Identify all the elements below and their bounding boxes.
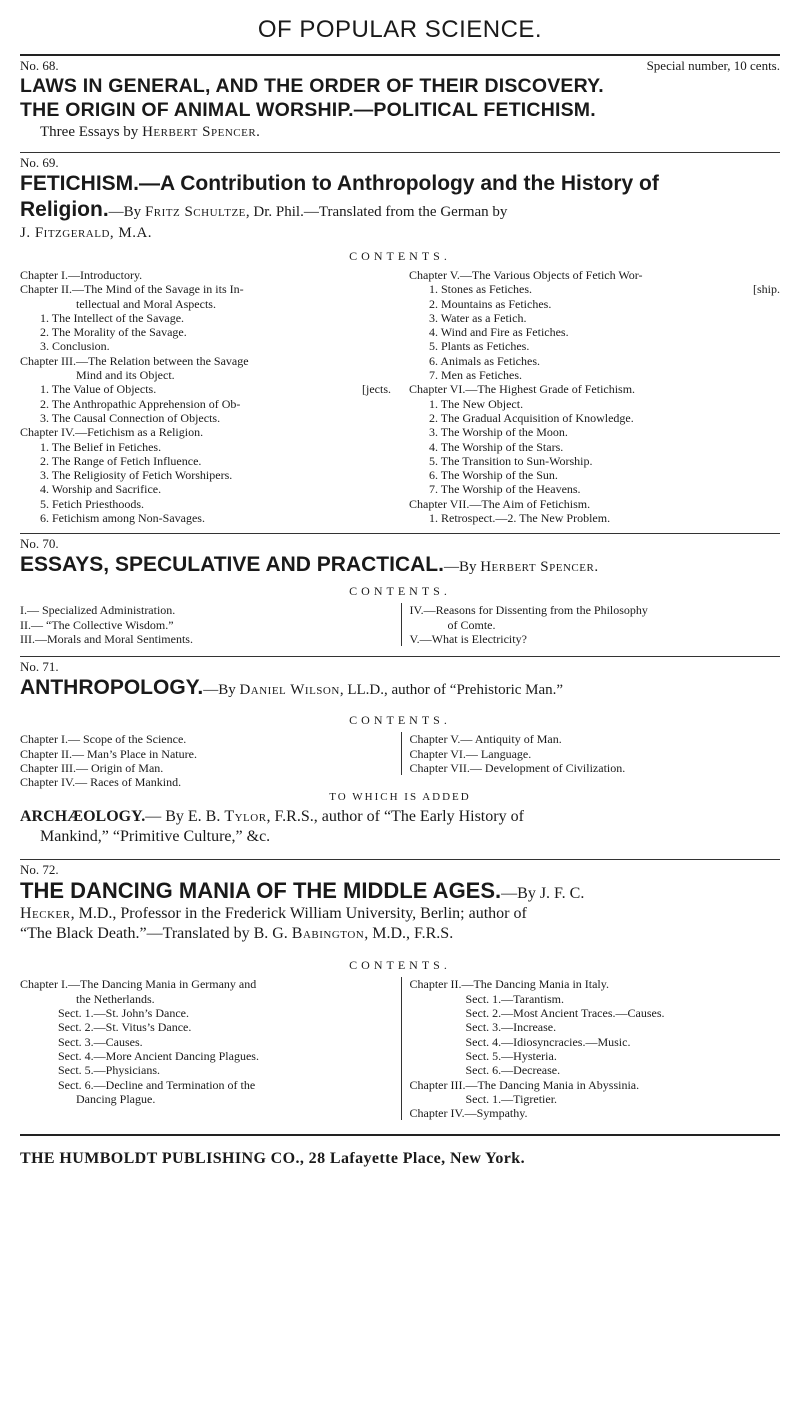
entry-title: Religion. (20, 198, 109, 221)
entry-number: No. 71. (20, 659, 59, 675)
contents-line: Sect. 2.—St. Vitus’s Dance. (58, 1020, 192, 1035)
entry-title: LAWS IN GENERAL, AND THE ORDER OF THEIR DISCOVERY. (20, 75, 604, 97)
contents-line: Sect. 1.—Tigretier. (465, 1091, 558, 1106)
divider (20, 152, 780, 153)
contents-line: 3. Conclusion. (40, 339, 110, 354)
entry-70 (20, 536, 780, 646)
contents-line: 5. Plants as Fetiches. (429, 339, 530, 354)
contents-line: Sect. 4.—More Ancient Dancing Plagues. (58, 1048, 259, 1063)
byline-text: — By E. B. (145, 808, 225, 826)
byline-text: Mankind,” “Primitive Culture,” &c. (40, 828, 271, 846)
contents-line: Chapter I.—The Dancing Mania in Germany and (20, 977, 257, 992)
byline-text: , LL.D., author of “Prehistoric Man.” (339, 682, 564, 699)
contents-line: Sect. 2.—Most Ancient Traces.—Causes. (465, 1006, 665, 1021)
contents-line: Sect. 6.—Decline and Termination of the (58, 1077, 256, 1092)
contents-line (409, 282, 780, 296)
contents-line: Chapter III.—The Dancing Mania in Abyssinia. (409, 1077, 640, 1092)
contents-line: V.—What is Electricity? (409, 631, 527, 646)
added-note: TO WHICH IS ADDED (329, 791, 471, 804)
contents-line: 7. Men as Fetiches. (429, 368, 522, 383)
contents-columns (20, 977, 780, 1120)
contents-line: the Netherlands. (76, 991, 155, 1006)
contents-heading: CONTENTS. (349, 713, 451, 728)
contents-line: Chapter V.— Antiquity of Man. (409, 732, 562, 747)
divider (20, 533, 780, 534)
contents-line: 6. Animals as Fetiches. (429, 353, 540, 368)
contents-line: Sect. 6.—Decrease. (465, 1063, 561, 1078)
contents-line: 4. Worship and Sacrifice. (40, 482, 162, 497)
entry-72 (20, 862, 780, 1120)
running-head: OF POPULAR SCIENCE. (257, 16, 543, 43)
contents-line (20, 382, 391, 396)
contents-line: III.—Morals and Moral Sentiments. (20, 631, 193, 646)
contents-line: Sect. 5.—Physicians. (58, 1063, 160, 1078)
entry-71 (20, 659, 780, 847)
contents-line: Chapter II.—The Mind of the Savage in its In- (20, 282, 244, 297)
entry-heading (20, 878, 780, 904)
contents-line: Chapter V.—The Various Objects of Fetich Wor- (409, 268, 643, 282)
entry-byline (20, 122, 780, 142)
contents-line: Sect. 4.—Idiosyncracies.—Music. (465, 1034, 631, 1049)
byline-text: —By (203, 682, 240, 699)
contents-line: of Comte. (447, 617, 496, 632)
catalog-page (20, 0, 780, 1168)
contents-columns (20, 732, 780, 789)
contents-line: 1. Retrospect.—2. The New Problem. (429, 511, 611, 526)
entry-byline (20, 924, 780, 944)
contents-left (20, 268, 401, 525)
author-name: Herbert Spencer. (480, 559, 599, 576)
contents-line: 1. The New Object. (429, 396, 524, 411)
contents-line-text: 1. The Value of Objects. (40, 382, 157, 397)
contents-heading: CONTENTS. (349, 584, 451, 599)
contents-line: 2. Mountains as Fetiches. (429, 296, 552, 311)
contents-line: 6. The Worship of the Sun. (429, 468, 558, 483)
contents-line: tellectual and Moral Aspects. (76, 296, 216, 311)
byline-text: , F.R.S., author of “The Early History of (266, 808, 524, 826)
contents-heading: CONTENTS. (349, 249, 451, 263)
contents-line: 2. The Range of Fetich Influence. (40, 453, 202, 468)
contents-line: I.— Specialized Administration. (20, 603, 176, 618)
entry-heading (20, 675, 780, 701)
contents-line: Chapter I.— Scope of the Science. (20, 732, 187, 747)
divider (20, 1134, 780, 1136)
contents-line: 7. The Worship of the Heavens. (429, 482, 581, 497)
contents-line: Sect. 5.—Hysteria. (465, 1048, 557, 1063)
entry-heading (20, 552, 780, 578)
byline-text: —By J. F. C. (501, 885, 585, 903)
contents-line: 2. The Anthropathic Apprehension of Ob- (40, 396, 241, 411)
entry-title: THE ORIGIN OF ANIMAL WORSHIP.—POLITICAL FETICHISM. (20, 99, 596, 121)
contents-line: Sect. 3.—Causes. (58, 1034, 143, 1049)
contents-line-runover: [jects. (362, 382, 391, 397)
divider (20, 859, 780, 860)
contents-line: Chapter VI.— Language. (409, 746, 532, 761)
byline-text: Three Essays by (40, 124, 143, 140)
contents-line: Chapter IV.—Fetichism as a Religion. (20, 425, 204, 440)
entry-number: No. 69. (20, 155, 59, 170)
contents-line: IV.—Reasons for Dissenting from the Philosophy (409, 603, 648, 618)
entry-price: Special number, 10 cents. (646, 58, 780, 73)
contents-line: Mind and its Object. (76, 368, 175, 383)
entry-number: No. 72. (20, 862, 59, 878)
contents-line: Chapter III.—The Relation between the Savage (20, 353, 249, 368)
contents-right (401, 732, 781, 775)
entry-title: ARCHÆOLOGY. (20, 808, 146, 826)
contents-line: Chapter I.—Introductory. (20, 268, 143, 282)
entry-69 (20, 155, 780, 525)
contents-line-runover: [ship. (753, 282, 780, 297)
entry-title: ANTHROPOLOGY. (20, 676, 204, 700)
translator-name: Babington (291, 925, 365, 943)
contents-heading: CONTENTS. (349, 958, 451, 973)
contents-left (20, 603, 401, 646)
contents-right (401, 977, 781, 1120)
entry-title: ESSAYS, SPECULATIVE AND PRACTICAL. (20, 553, 444, 577)
contents-line: Sect. 1.—St. John’s Dance. (58, 1006, 189, 1021)
contents-right (401, 603, 781, 646)
contents-line: 1. The Intellect of the Savage. (40, 310, 185, 325)
contents-line: 4. The Worship of the Stars. (429, 439, 564, 454)
contents-line: Dancing Plague. (76, 1091, 156, 1106)
entry-68 (20, 58, 780, 142)
contents-line: 3. The Worship of the Moon. (429, 425, 568, 440)
contents-line: 3. The Causal Connection of Objects. (40, 410, 221, 425)
entry-title: THE DANCING MANIA OF THE MIDDLE AGES. (20, 878, 502, 904)
contents-line: Chapter II.— Man’s Place in Nature. (20, 746, 197, 761)
contents-line: Chapter IV.—Sympathy. (409, 1106, 528, 1121)
entry-byline (20, 197, 780, 223)
contents-line: Chapter IV.— Races of Mankind. (20, 775, 182, 790)
contents-right (401, 268, 780, 525)
byline-text: , Dr. Phil.—Translated from the German by (245, 204, 508, 220)
contents-line: Chapter VI.—The Highest Grade of Fetichism. (409, 382, 636, 397)
contents-line: 6. Fetichism among Non-Savages. (40, 511, 205, 526)
contents-line: 4. Wind and Fire as Fetiches. (429, 325, 569, 340)
contents-line: Chapter VII.— Development of Civilization. (409, 760, 626, 775)
author-name: Daniel Wilson (239, 682, 340, 699)
author-name: Hecker (20, 905, 71, 923)
publisher-footer: THE HUMBOLDT PUBLISHING CO., 28 Lafayette Place, New York. (20, 1150, 525, 1168)
contents-line: Chapter VII.—The Aim of Fetichism. (409, 496, 591, 511)
contents-line: 5. The Transition to Sun-Worship. (429, 453, 593, 468)
author-name: Fritz Schultze (144, 204, 246, 220)
contents-line: Chapter III.— Origin of Man. (20, 760, 164, 775)
author-name: Tylor (224, 808, 267, 826)
contents-line: Chapter II.—The Dancing Mania in Italy. (409, 977, 609, 992)
contents-line: 3. Water as a Fetich. (429, 310, 527, 325)
contents-line: Sect. 3.—Increase. (465, 1020, 557, 1035)
contents-line: Sect. 1.—Tarantism. (465, 991, 564, 1006)
contents-line: 2. The Morality of the Savage. (40, 325, 187, 340)
contents-line-text: 1. Stones as Fetiches. (429, 282, 532, 297)
entry-number: No. 68. (20, 58, 59, 73)
contents-left (20, 977, 401, 1120)
entry-title: FETICHISM.—A Contribution to Anthropology and the History of (20, 172, 659, 195)
author-name: Herbert Spencer. (142, 124, 261, 140)
byline-text: “The Black Death.”—Translated by B. G. (20, 925, 292, 943)
divider (20, 656, 780, 657)
divider (20, 54, 780, 56)
byline-text: —By (108, 204, 145, 220)
contents-line: 1. The Belief in Fetiches. (40, 439, 162, 454)
contents-columns (20, 268, 780, 525)
translator-name: J. Fitzgerald, M.A. (20, 225, 153, 241)
contents-line: 2. The Gradual Acquisition of Knowledge. (429, 410, 634, 425)
entry-byline (20, 904, 780, 924)
entry-number: No. 70. (20, 536, 59, 552)
contents-columns (20, 603, 780, 646)
contents-line: 3. The Religiosity of Fetich Worshipers. (40, 468, 233, 483)
byline-text: , M.D., F.R.S. (364, 925, 454, 943)
contents-line: II.— “The Collective Wisdom.” (20, 617, 174, 632)
byline-text: , M.D., Professor in the Frederick William University, Berlin; author of (70, 905, 527, 923)
contents-line: 5. Fetich Priesthoods. (40, 496, 144, 511)
contents-left (20, 732, 401, 789)
byline-text: —By (443, 559, 481, 576)
entry-heading (20, 807, 780, 827)
